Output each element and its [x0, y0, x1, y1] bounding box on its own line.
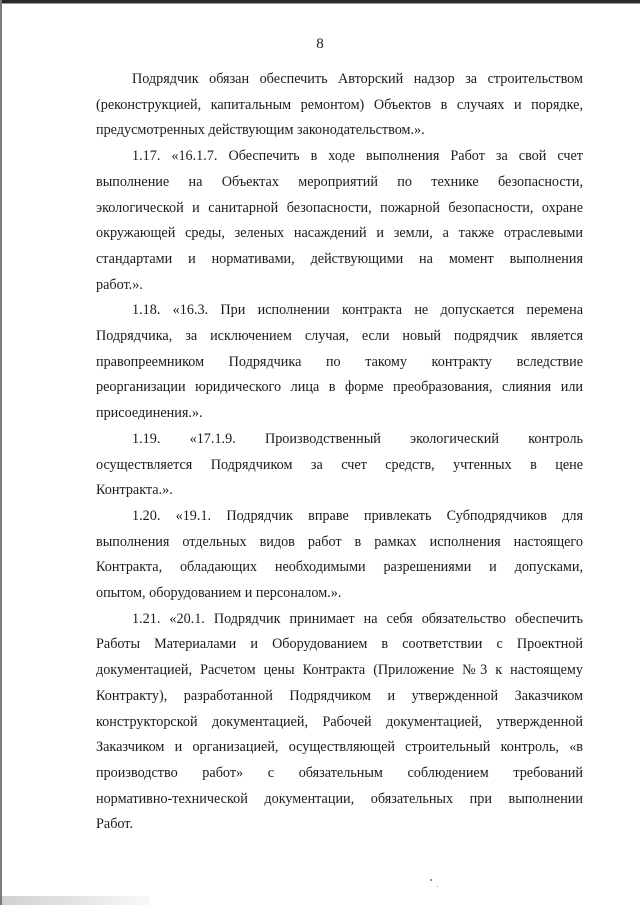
text-line: стандартами и нормативами, действующими на момент выполнения [96, 250, 583, 267]
text-line: (реконструкцией, капитальным ремонтом) Объектов в случаях и порядке, [96, 96, 583, 113]
text-line: Контракта, обладающих необходимыми разрешениями и допусками, [96, 559, 583, 576]
paragraph-1-17 [96, 144, 583, 298]
text-line: Подрядчик обязан обеспечить Авторский надзор за строительством [132, 71, 583, 87]
paragraph-supervision [96, 67, 583, 144]
text-line: Работ. [96, 816, 133, 833]
text-line: 1.20. «19.1. Подрядчик вправе привлекать Субподрядчиков для [132, 507, 583, 524]
text-line: Контракта.». [96, 482, 173, 499]
text-line: правопреемником Подрядчика по такому контракту вследствие [96, 353, 583, 370]
text-line: выполнение на Объектах мероприятий по технике безопасности, [96, 173, 583, 190]
paragraph-1-19 [96, 427, 583, 504]
scan-speck [437, 886, 438, 887]
scan-left-edge [0, 0, 2, 905]
text-line: 1.17. «16.1.7. Обеспечить в ходе выполнения Работ за свой счет [132, 148, 583, 165]
page-number: 8 [316, 36, 324, 52]
text-line: нормативно-технической документации, обязательных при выполнении [96, 790, 583, 807]
text-line: Подрядчика, за исключением случая, если новый подрядчик является [96, 328, 583, 345]
text-line: реорганизации юридического лица в форме преобразования, слияния или [96, 379, 583, 396]
text-line: предусмотренных действующим законодательством.». [96, 122, 425, 139]
text-line: Заказчиком и организацией, осуществляющей строительный контроль, «в [96, 739, 583, 756]
text-line: выполнения отдельных видов работ в рамках исполнения настоящего [96, 533, 583, 550]
text-line: производство работ» с обязательным соблюдением требований [96, 764, 583, 781]
text-line: 1.19. «17.1.9. Производственный экологический контроль [132, 430, 583, 447]
text-line: осуществляется Подрядчиком за счет средств, учтенных в цене [96, 456, 583, 473]
document-body [96, 67, 583, 838]
text-line: 1.21. «20.1. Подрядчик принимает на себя обязательство обеспечить [132, 610, 583, 627]
text-line: Работы Материалами и Оборудованием в соответствии с Проектной [96, 636, 583, 653]
text-line: присоединения.». [96, 405, 203, 422]
scan-top-edge-shadow [0, 3, 640, 4]
text-line: 1.18. «16.3. При исполнении контракта не допускается перемена [132, 302, 583, 319]
text-line: Контракту), разработанной Подрядчиком и утвержденной Заказчиком [96, 687, 583, 704]
scan-speck [430, 879, 432, 881]
text-line: работ.». [96, 276, 143, 293]
text-line: экологической и санитарной безопасности, пожарной безопасности, охране [96, 199, 583, 216]
paragraph-1-18 [96, 298, 583, 427]
paragraph-1-20 [96, 504, 583, 607]
text-line: окружающей среды, зеленых насаждений и земли, а также отраслевыми [96, 225, 583, 242]
text-line: конструкторской документацией, Рабочей документацией, утвержденной [96, 713, 583, 730]
text-line: документацией, Расчетом цены Контракта (Приложение №3 к настоящему [96, 662, 583, 679]
text-line: опытом, оборудованием и персоналом.». [96, 585, 342, 602]
scan-bottom-smudge [0, 896, 150, 905]
paragraph-1-21 [96, 607, 583, 838]
